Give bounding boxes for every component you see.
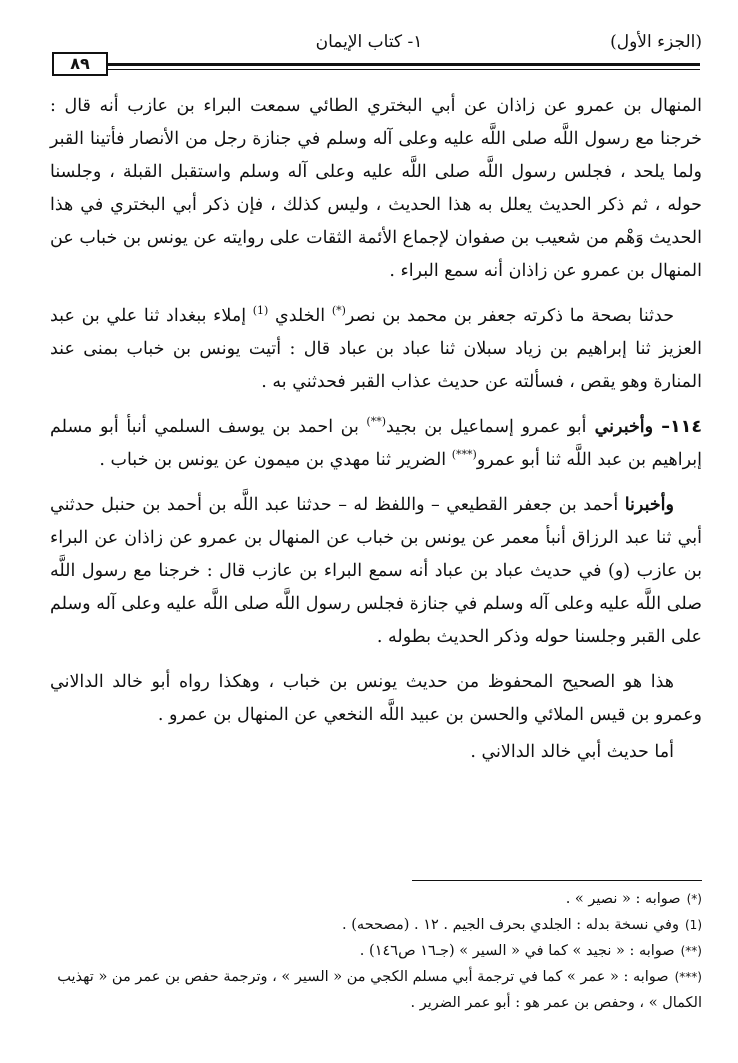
footnote-mark: (1): [684, 918, 702, 932]
footnote-text: صوابه : « نصير » .: [565, 891, 681, 907]
paragraph-2: [50, 300, 702, 399]
footnote-item: [50, 886, 702, 912]
footnote-mark: (***): [674, 970, 702, 984]
hadith-number: ١١٤–: [661, 417, 703, 437]
footnote-text: صوابه : « نجيد » كما في « السير » (جـ١٦ ص١٤٦) .: [359, 943, 675, 959]
footnote-item: [50, 938, 702, 964]
footnote-mark: (*): [686, 892, 702, 906]
header-rule-thin: [108, 69, 700, 70]
page-number: ٨٩: [52, 52, 108, 76]
footnote-separator: [412, 880, 702, 881]
footnote-mark: (**): [680, 944, 702, 958]
footnote-ref-1: (1): [252, 304, 269, 318]
paragraph-1: المنهال بن عمرو عن زاذان عن أبي البختري الطائي سمعت البراء بن عازب أنه قال : خرجنا مع رسول اللَّه صلى اللَّه عليه وعلى آله وسلم في جنازة رجل من الأنصار فأتينا القبر ولما يلحد ، فجلس رسول اللَّه صلى اللَّه عليه وعلى آله وسلم واستقبل القبلة ، وجلسنا حوله ، ثم ذكر الحديث يعلل به هذا الحديث ، وليس كذلك ، فإن ذكر أبي البختري في هذا الحديث وَهْم من شعيب بن صفوان لإجماع الأئمة الثقات على روايته عن يونس بن خباب عن المنهال بن عمرو عن زاذان أنه سمع البراء .: [50, 96, 702, 281]
header-rule-thick: [108, 63, 700, 66]
footnote-text: صوابه : « عمر » كما في ترجمة أبي مسلم الكجي من « السير » ، وترجمة حفص بن عمر من « تهذيب الكمال » ، وحفص بن عمر هو : أبو عمر الضرير .: [57, 969, 702, 1011]
hadith-114-part-c: الضرير ثنا مهدي بن ميمون عن يونس بن خباب .: [99, 450, 452, 470]
paragraph-4: [50, 489, 702, 654]
hadith-114-part-a: أبو عمرو إسماعيل بن بجيد: [386, 417, 587, 437]
footnotes: [50, 886, 702, 1016]
paragraph-5: هذا هو الصحيح المحفوظ من حديث يونس بن خباب ، وهكذا رواه أبو خالد الدالاني وعمرو بن قيس الملائي والحسن بن عبيد اللَّه النخعي عن المنهال بن عمرو .: [50, 672, 702, 725]
paragraph-6: أما حديث أبي خالد الدالاني .: [470, 742, 674, 762]
paragraph-2-part-c: إملاء ببغداد ثنا علي بن عبد العزيز ثنا إبراهيم بن زياد سبلان ثنا عباد بن عباد قال : أتيت يونس بن خباب بمنى عند المنارة وهو يقص ، فسألته عن حديث عذاب القبر فحدثني به .: [50, 306, 702, 392]
footnote-text: وفي نسخة بدله : الجلدي بحرف الجيم . ١٢ . (مصححه) .: [342, 917, 679, 933]
hadith-lead-word: وأخبرني: [586, 417, 662, 437]
footnote-item: [50, 912, 702, 938]
main-text: [50, 90, 702, 781]
paragraph-4-lead-word: وأخبرنا: [624, 495, 674, 515]
hadith-114: [50, 411, 702, 477]
paragraph-2-part-a: حدثنا بصحة ما ذكرته جعفر بن محمد بن نصر: [345, 306, 675, 326]
header-part-label: (الجزء الأول): [610, 32, 702, 52]
header-chapter-title: ١- كتاب الإيمان: [315, 32, 423, 52]
footnote-ref-star: (*): [331, 304, 346, 318]
footnote-ref-2star: (**): [366, 415, 387, 429]
paragraph-2-part-b: الخلدي: [268, 306, 332, 326]
footnote-item: [50, 964, 702, 1016]
paragraph-4-text: أحمد بن جعفر القطيعي – واللفظ له – حدثنا عبد اللَّه بن أحمد بن حنبل حدثني أبي ثنا عبد الرزاق أنبأ معمر عن يونس بن خباب عن المنهال بن عمرو عن زاذان عن البراء بن عازب (و) في حديث عباد بن عباد أنه سمع البراء بن عازب قال : خرجنا مع رسول اللَّه صلى اللَّه عليه وعلى آله وسلم في جنازة فجلس رسول اللَّه صلى اللَّه عليه وعلى آله وسلم على القبر وجلسنا حوله وذكر الحديث بطوله .: [50, 495, 702, 647]
hadith-114-part-b: بن احمد بن يوسف السلمي أنبأ أبو مسلم إبراهيم بن عبد اللَّه ثنا أبو عمرو: [50, 417, 702, 470]
footnote-ref-3star: (***): [451, 448, 477, 462]
